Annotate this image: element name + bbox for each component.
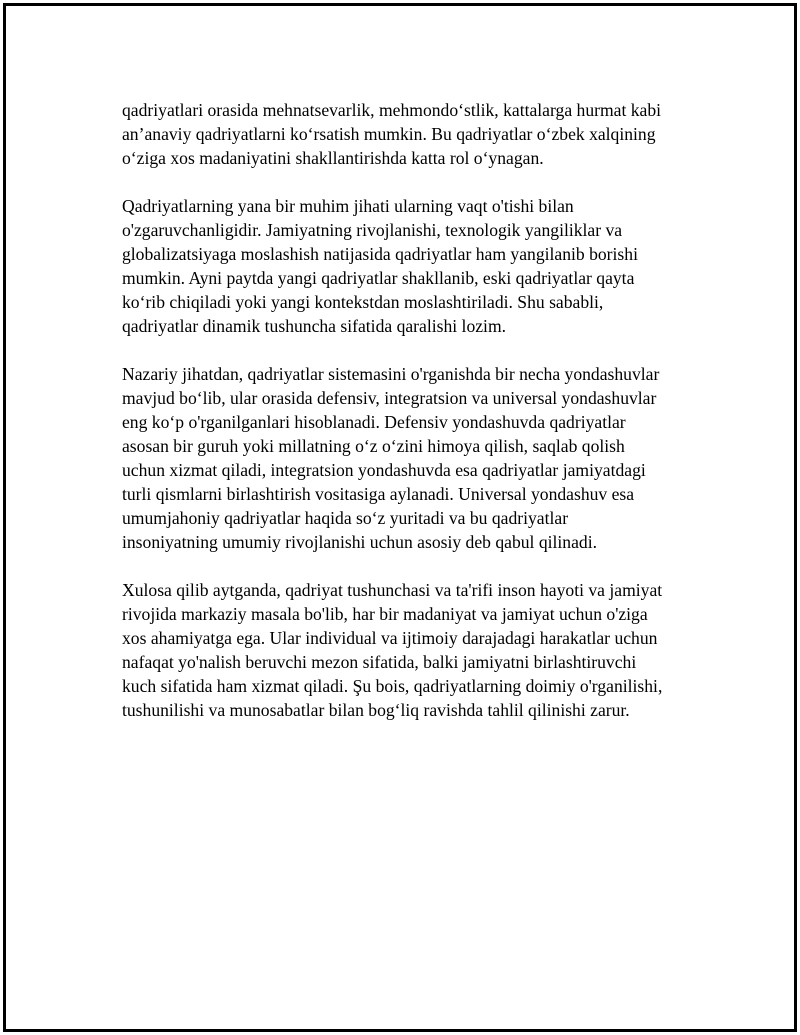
paragraph-2: Qadriyatlarning yana bir muhim jihati ularning vaqt o'tishi bilan o'zgaruvchanligidir. Jamiyatning rivojlanishi, texnologik yangiliklar va globalizatsiyaga moslashish natijasida qadriyatlar ham yangilanib borishi mumkin. Ayni paytda yangi qadriyatlar shakllanib, eski qadriyatlar qayta ko‘rib chiqiladi yoki yangi kontekstdan moslashtiriladi. Shu sababli, qadriyatlar dinamik tushuncha sifatida qaralishi lozim. (122, 196, 638, 336)
paragraph-1: qadriyatlari orasida mehnatsevarlik, mehmondo‘stlik, kattalarga hurmat kabi an’anaviy qadriyatlarni ko‘rsatish mumkin. Bu qadriyatlar o‘zbek xalqining o‘ziga xos madaniyatini shakllantirishda katta rol o‘ynagan. (122, 100, 662, 168)
document-body (122, 98, 692, 746)
paragraph-3: Nazariy jihatdan, qadriyatlar sistemasini o'rganishda bir necha yondashuvlar mavjud bo‘lib, ular orasida defensiv, integratsion va universal yondashuvlar eng ko‘p o'rganilganlari hisoblanadi. Defensiv yondashuvda qadriyatlar asosan bir guruh yoki millatning o‘z o‘zini himoya qilish, saqlab qolish uchun xizmat qiladi, integratsion yondashuvda esa qadriyatlar jamiyatdagi turli qismlarni birlashtirish vositasiga aylanadi. Universal yondashuv esa umumjahoniy qadriyatlar haqida so‘z yuritadi va bu qadriyatlar insoniyatning umumiy rivojlanishi uchun asosiy deb qabul qilinadi. (122, 364, 660, 552)
page-frame (3, 3, 797, 1032)
paragraph-4: Xulosa qilib aytganda, qadriyat tushunchasi va ta'rifi inson hayoti va jamiyat rivojida markaziy masala bo'lib, har bir madaniyat va jamiyat uchun o'ziga xos ahamiyatga ega. Ular individual va ijtimoiy darajadagi harakatlar uchun nafaqat yo'nalish beruvchi mezon sifatida, balki jamiyatni birlashtiruvchi kuch sifatida ham xizmat qiladi. Şu bois, qadriyatlarning doimiy o'rganilishi, tushunilishi va munosabatlar bilan bog‘liq ravishda tahlil qilinishi zarur. (122, 580, 663, 720)
